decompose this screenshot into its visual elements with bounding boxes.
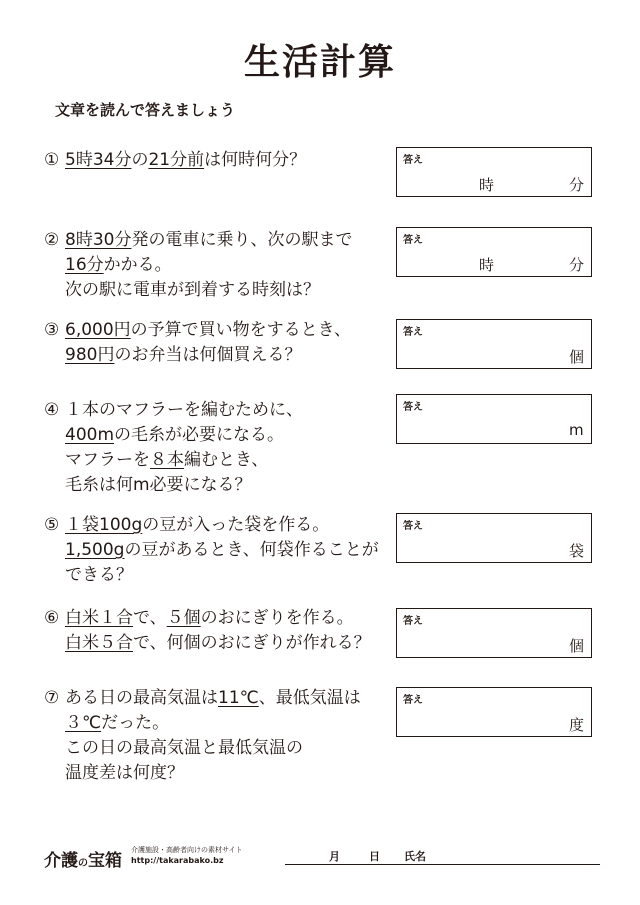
answer-unit: 時 [479,256,495,274]
underlined-value: １袋100g [65,515,143,535]
question-5 [44,513,379,588]
logo-text-kaigo: 介護 [44,851,78,871]
answer-label: 答え [403,327,423,338]
question-text: だった。 [101,713,170,733]
question-line [44,686,361,711]
question-line [44,538,379,563]
underlined-value: 980円 [65,345,115,365]
question-text: マフラーを [65,450,150,470]
answer-box-5[interactable] [396,513,592,563]
question-text: できる？ [65,565,133,585]
question-text: ④ [44,400,60,420]
instruction-text: 文章を読んで答えましょう [55,101,236,119]
month-label: 月 [329,850,340,863]
question-text: の豆があるとき、何袋作ることが [124,540,379,560]
question-text: 編むとき、 [184,450,269,470]
underlined-value: 1,500g [65,540,125,560]
question-line [44,148,306,173]
question-text: 温度差は何度？ [65,763,184,783]
question-line [44,423,303,448]
underlined-value: ５個 [166,608,201,628]
underlined-value: ３℃ [65,713,102,733]
question-line [44,253,352,278]
day-label: 日 [369,850,380,863]
logo-text-takarabako: 宝箱 [88,851,122,871]
answer-label: 答え [403,235,423,246]
question-text: の豆が入った袋を作る。 [142,515,330,535]
question-text: のおにぎりを作る。 [200,608,354,628]
name-label: 氏名 [404,850,426,863]
question-line [44,711,361,736]
answer-unit: 個 [569,637,585,655]
question-3 [44,318,351,368]
question-text: の予算で買い物をするとき、 [130,320,351,340]
underlined-value: 5時34分 [65,150,132,170]
question-line [44,736,361,761]
question-text: ② [44,230,60,250]
question-line [44,448,303,473]
answer-unit: 分 [569,176,585,194]
answer-label: 答え [403,402,423,413]
answer-unit: 個 [569,348,585,366]
site-subtitle: 介護施設・高齢者向けの素材サイト [131,846,243,854]
question-text: ③ [44,320,60,340]
question-text: ⑥ [44,608,60,628]
question-7 [44,686,361,786]
underlined-value: 6,000円 [65,320,131,340]
question-line [44,278,352,303]
answer-unit: 分 [569,256,585,274]
question-text: は何時何分？ [204,150,307,170]
question-text: で、 [133,608,167,628]
underlined-value: 11℃ [218,688,259,708]
question-line [44,398,303,423]
question-line [44,228,352,253]
underlined-value: 8時30分 [65,230,132,250]
answer-box-2[interactable] [396,227,592,277]
question-text: の [131,150,149,170]
site-url: http://takarabako.bz [131,856,224,865]
answer-box-6[interactable] [396,608,592,658]
question-text: ⑤ [44,515,60,535]
answer-box-7[interactable] [396,687,592,737]
underlined-value: ８本 [150,450,184,470]
answer-unit: m [569,421,584,439]
logo-text-no: の [78,858,88,869]
answer-box-1[interactable] [396,147,592,197]
signature-line [285,864,600,865]
question-1 [44,148,306,173]
question-text: の毛糸が必要になる。 [114,425,285,445]
question-text: ① [44,150,60,170]
answer-label: 答え [403,521,423,532]
answer-unit: 度 [569,716,585,734]
question-line [44,606,371,631]
underlined-value: 21分前 [148,150,205,170]
question-4 [44,398,303,498]
question-line [44,631,371,656]
question-text: この日の最高気温と最低気温の [65,738,303,758]
question-text: 次の駅に電車が到着する時刻は？ [65,280,320,300]
question-text: 、最低気温は [258,688,361,708]
question-line [44,761,361,786]
question-line [44,563,379,588]
question-text: １本のマフラーを編むために、 [65,400,303,420]
question-line [44,318,351,343]
underlined-value: 白米５合 [65,633,133,653]
question-2 [44,228,352,303]
answer-label: 答え [403,616,423,627]
underlined-value: 16分 [65,255,104,275]
answer-label: 答え [403,155,423,166]
answer-label: 答え [403,695,423,706]
question-text: ⑦ [44,688,60,708]
underlined-value: 白米１合 [65,608,133,628]
answer-unit: 袋 [569,542,585,560]
question-6 [44,606,371,656]
answer-box-3[interactable] [396,319,592,369]
question-text: で、何個のおにぎりが作れる？ [133,633,371,653]
page-title: 生活計算 [243,42,396,83]
question-line [44,473,303,498]
question-text: 毛糸は何m必要になる？ [65,475,252,495]
question-text: ある日の最高気温は [65,688,218,708]
underlined-value: 400m [65,425,115,445]
site-logo [44,846,122,871]
question-line [44,513,379,538]
answer-unit: 時 [479,176,495,194]
answer-box-4[interactable] [396,394,592,444]
question-text: かかる。 [103,255,172,275]
question-text: のお弁当は何個買える？ [114,345,302,365]
question-text: 発の電車に乗り、次の駅まで [131,230,353,250]
question-line [44,343,351,368]
